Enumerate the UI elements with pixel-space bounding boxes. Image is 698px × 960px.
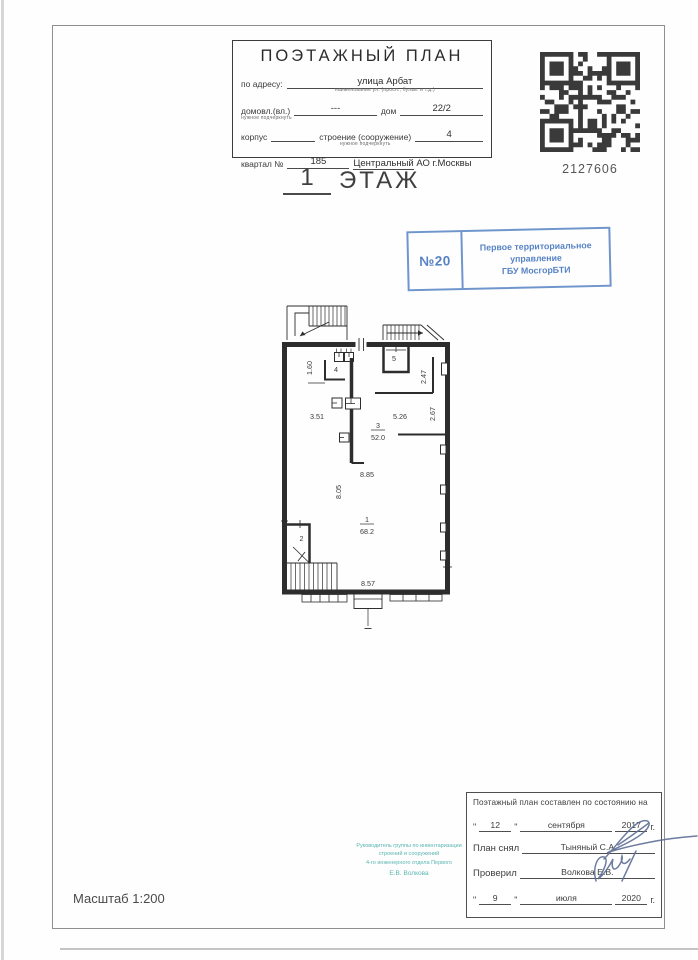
registry-stamp [406,227,611,292]
address-label: по адресу: [241,79,283,89]
inspector-stamp: Руководитель группы по инвентаризации строений и сооружений 4-го инженерного отдела Первого Е.В. Волкова [356,843,462,877]
dim-2-67: 2.67 [428,407,437,421]
room-3-area: 52.0 [371,433,385,442]
homestead-value: --- [294,103,377,116]
floor-word: ЭТАЖ [339,167,421,194]
dim-2-47: 2.47 [419,370,428,384]
room-2-label: 2 [299,534,304,543]
dim-1-60: 1.60 [305,361,314,375]
dim-5-26: 5.26 [393,412,407,421]
district-value: Центральный АО г.Москвы [353,158,472,169]
stamp-text: Первое территориальное управление ГБУ МосгорБТИ [479,239,592,277]
qr-number: 2127606 [562,162,618,176]
header-form-box [232,40,492,169]
surveyor-signature [604,821,697,859]
address-row [241,76,483,93]
scale-note: Масштаб 1:200 [73,891,165,906]
block-value: 185 [287,156,349,169]
table-header: Поэтажный план составлен по состоянию на [473,798,648,807]
address-caption: наименование ул. (просп., бульв. и т.д.) [334,87,435,93]
survey-month: сентября [520,820,612,832]
survey-date-row: " 12 " сентября 2017 г. [473,820,655,832]
address-value: улица Арбат наименование ул. (просп., бульв. и т.д.) [287,76,483,89]
house-label: дом [380,106,397,116]
check-month: июля [520,893,612,905]
survey-year: 2017 [615,820,647,832]
dim-8-85: 8.85 [360,470,374,479]
check-date-row: " 9 " июля 2020 г. [473,893,655,905]
floor-number: 1 [283,164,331,195]
floor-title [283,164,420,195]
homestead-row [241,103,483,121]
survey-day: 12 [479,820,511,832]
structure-value: 4 [415,129,483,142]
dim-8-05: 8.05 [334,485,343,499]
structure-row [241,129,483,147]
checker-signature [595,856,630,881]
checker-label: Проверил [473,868,517,879]
homestead-caption: нужное подчеркнуть [241,115,292,121]
check-day: 9 [479,893,511,905]
stair-top-right [383,325,444,340]
building-value [271,140,315,142]
scan-edge-artifact-bottom [60,948,698,950]
structure-label: строение (сооружение) нужное подчеркнуть [319,132,412,147]
surveyor-name: Тыняный С.А. [522,842,655,854]
room-1-number: 1 [365,515,369,524]
document-title: ПОЭТАЖНЫЙ ПЛАН [260,47,464,65]
handwritten-signatures [560,795,698,905]
stamp-number: №20 [408,232,463,289]
homestead-label: домовл.(вл.) нужное подчеркнуть [241,106,292,121]
room-1-area: 68.2 [360,527,374,536]
checker-name: Волкова Е.В. [520,867,655,879]
dim-8-57: 8.57 [361,579,375,588]
check-year: 2020 [615,893,647,905]
room-5-label: 5 [392,354,396,363]
building-label: корпус [241,132,268,142]
room-3-number: 3 [376,421,380,430]
block-label: квартал № [241,159,284,169]
surveyor-label: План снял [473,843,520,854]
scan-edge-artifact-left [1,0,4,960]
structure-caption: нужное подчеркнуть [339,141,391,147]
dim-3-51: 3.51 [310,412,324,421]
floor-plan-drawing [270,295,470,640]
room-4-label: 4 [334,365,338,374]
qr-code [540,52,640,152]
house-value: 22/2 [400,103,483,116]
